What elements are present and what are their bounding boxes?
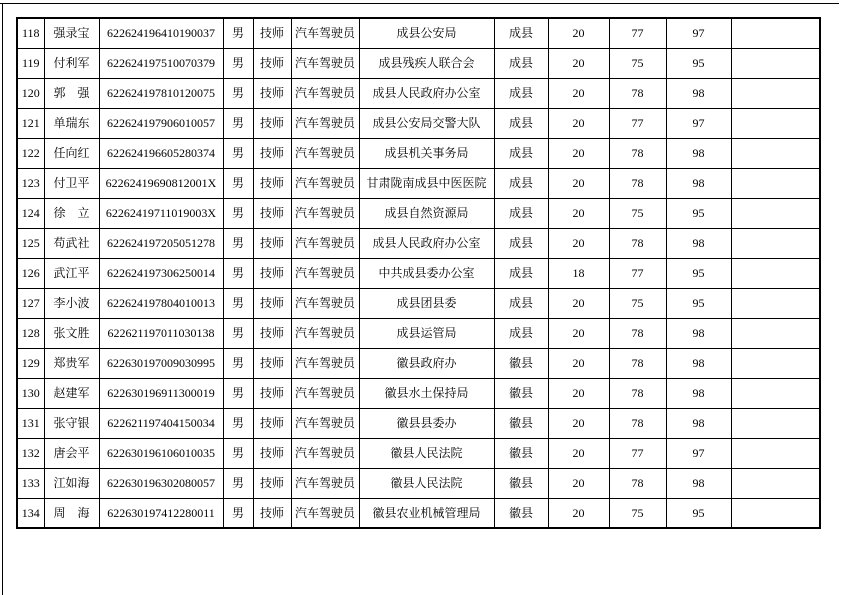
cell-s2: 75 (609, 198, 666, 228)
cell-s1: 20 (548, 468, 609, 498)
cell-cty: 成县 (494, 318, 548, 348)
cell-title: 技师 (253, 438, 291, 468)
table-row (17, 468, 820, 498)
cell-id: 622624197306250014 (99, 258, 223, 288)
cell-s2: 77 (609, 108, 666, 138)
table-body (17, 18, 820, 528)
cell-s2: 78 (609, 408, 666, 438)
cell-occ: 汽车驾驶员 (291, 498, 359, 528)
cell-occ: 汽车驾驶员 (291, 318, 359, 348)
cell-s3: 95 (666, 198, 731, 228)
cell-s3: 98 (666, 408, 731, 438)
cell-sex: 男 (223, 348, 253, 378)
cell-cty: 成县 (494, 258, 548, 288)
cell-s1: 20 (548, 48, 609, 78)
cell-num: 128 (17, 318, 44, 348)
cell-sex: 男 (223, 438, 253, 468)
cell-cty: 成县 (494, 18, 548, 48)
cell-s2: 75 (609, 288, 666, 318)
cell-s3: 97 (666, 438, 731, 468)
cell-s2: 78 (609, 318, 666, 348)
cell-s3: 98 (666, 168, 731, 198)
cell-name: 江如海 (44, 468, 99, 498)
cell-name: 强录宝 (44, 18, 99, 48)
cell-title: 技师 (253, 258, 291, 288)
cell-s2: 77 (609, 258, 666, 288)
cell-s3: 97 (666, 108, 731, 138)
cell-unit: 成县人民政府办公室 (359, 228, 494, 258)
cell-cty: 徽县 (494, 378, 548, 408)
cell-sex: 男 (223, 168, 253, 198)
cell-sex: 男 (223, 408, 253, 438)
cell-id: 622624197810120075 (99, 78, 223, 108)
cell-num: 120 (17, 78, 44, 108)
cell-s3: 98 (666, 348, 731, 378)
cell-title: 技师 (253, 168, 291, 198)
cell-rmk (731, 198, 820, 228)
cell-rmk (731, 408, 820, 438)
cell-name: 付利军 (44, 48, 99, 78)
cell-s2: 78 (609, 168, 666, 198)
cell-s2: 78 (609, 78, 666, 108)
cell-id: 622630196911300019 (99, 378, 223, 408)
cell-sex: 男 (223, 258, 253, 288)
cell-rmk (731, 378, 820, 408)
table-row (17, 438, 820, 468)
cell-num: 123 (17, 168, 44, 198)
cell-name: 付卫平 (44, 168, 99, 198)
cell-occ: 汽车驾驶员 (291, 378, 359, 408)
cell-cty: 徽县 (494, 408, 548, 438)
cell-s2: 78 (609, 378, 666, 408)
cell-s2: 78 (609, 228, 666, 258)
cell-sex: 男 (223, 468, 253, 498)
table-row (17, 288, 820, 318)
cell-unit: 成县人民政府办公室 (359, 78, 494, 108)
cell-id: 622624197510070379 (99, 48, 223, 78)
cell-unit: 甘肃陇南成县中医医院 (359, 168, 494, 198)
cell-title: 技师 (253, 348, 291, 378)
cell-s1: 20 (548, 18, 609, 48)
cell-cty: 成县 (494, 168, 548, 198)
cell-num: 134 (17, 498, 44, 528)
cell-id: 622624196410190037 (99, 18, 223, 48)
cell-occ: 汽车驾驶员 (291, 228, 359, 258)
cell-occ: 汽车驾驶员 (291, 48, 359, 78)
cell-id: 622630197412280011 (99, 498, 223, 528)
cell-name: 李小波 (44, 288, 99, 318)
cell-s1: 20 (548, 168, 609, 198)
cell-s3: 98 (666, 78, 731, 108)
cell-cty: 成县 (494, 228, 548, 258)
cell-name: 任向红 (44, 138, 99, 168)
cell-title: 技师 (253, 48, 291, 78)
cell-s1: 20 (548, 408, 609, 438)
cell-sex: 男 (223, 138, 253, 168)
cell-cty: 成县 (494, 198, 548, 228)
personnel-roster-table (16, 17, 821, 529)
cell-s1: 20 (548, 78, 609, 108)
table-row (17, 378, 820, 408)
cell-s1: 20 (548, 348, 609, 378)
cell-title: 技师 (253, 228, 291, 258)
cell-unit: 成县团县委 (359, 288, 494, 318)
cell-id: 622624197906010057 (99, 108, 223, 138)
cell-s3: 95 (666, 258, 731, 288)
cell-cty: 徽县 (494, 348, 548, 378)
cell-name: 单瑞东 (44, 108, 99, 138)
cell-name: 郑贵军 (44, 348, 99, 378)
page-border-left (2, 3, 3, 595)
cell-unit: 成县公安局交警大队 (359, 108, 494, 138)
cell-rmk (731, 228, 820, 258)
cell-num: 132 (17, 438, 44, 468)
cell-s1: 20 (548, 378, 609, 408)
cell-name: 苟武社 (44, 228, 99, 258)
cell-num: 122 (17, 138, 44, 168)
table-row (17, 48, 820, 78)
table-row (17, 108, 820, 138)
cell-cty: 成县 (494, 48, 548, 78)
cell-rmk (731, 108, 820, 138)
cell-id: 622624197804010013 (99, 288, 223, 318)
table-row (17, 228, 820, 258)
table-row (17, 258, 820, 288)
cell-unit: 徽县政府办 (359, 348, 494, 378)
cell-num: 126 (17, 258, 44, 288)
cell-occ: 汽车驾驶员 (291, 258, 359, 288)
cell-sex: 男 (223, 288, 253, 318)
cell-unit: 成县残疾人联合会 (359, 48, 494, 78)
cell-rmk (731, 438, 820, 468)
cell-unit: 徽县人民法院 (359, 438, 494, 468)
table-row (17, 348, 820, 378)
cell-s3: 95 (666, 498, 731, 528)
cell-unit: 成县机关事务局 (359, 138, 494, 168)
cell-s1: 20 (548, 198, 609, 228)
cell-s2: 77 (609, 438, 666, 468)
cell-name: 武江平 (44, 258, 99, 288)
table-row (17, 198, 820, 228)
cell-sex: 男 (223, 198, 253, 228)
cell-title: 技师 (253, 198, 291, 228)
cell-unit: 成县运管局 (359, 318, 494, 348)
cell-cty: 成县 (494, 78, 548, 108)
cell-num: 127 (17, 288, 44, 318)
cell-s1: 20 (548, 108, 609, 138)
cell-s2: 77 (609, 18, 666, 48)
cell-num: 133 (17, 468, 44, 498)
cell-sex: 男 (223, 228, 253, 258)
cell-name: 张守银 (44, 408, 99, 438)
cell-s1: 20 (548, 438, 609, 468)
cell-cty: 成县 (494, 288, 548, 318)
cell-rmk (731, 168, 820, 198)
table-row (17, 138, 820, 168)
cell-title: 技师 (253, 138, 291, 168)
cell-sex: 男 (223, 498, 253, 528)
cell-sex: 男 (223, 378, 253, 408)
cell-unit: 徽县农业机械管理局 (359, 498, 494, 528)
cell-s3: 97 (666, 18, 731, 48)
cell-num: 131 (17, 408, 44, 438)
cell-name: 唐会平 (44, 438, 99, 468)
cell-title: 技师 (253, 408, 291, 438)
cell-name: 赵建军 (44, 378, 99, 408)
cell-name: 周 海 (44, 498, 99, 528)
cell-id: 622630197009030995 (99, 348, 223, 378)
cell-occ: 汽车驾驶员 (291, 78, 359, 108)
cell-s1: 20 (548, 138, 609, 168)
cell-occ: 汽车驾驶员 (291, 408, 359, 438)
cell-unit: 徽县人民法院 (359, 468, 494, 498)
cell-s2: 75 (609, 498, 666, 528)
cell-occ: 汽车驾驶员 (291, 168, 359, 198)
cell-title: 技师 (253, 18, 291, 48)
cell-s3: 98 (666, 138, 731, 168)
cell-sex: 男 (223, 18, 253, 48)
cell-num: 119 (17, 48, 44, 78)
cell-title: 技师 (253, 378, 291, 408)
cell-id: 62262419690812001X (99, 168, 223, 198)
cell-s3: 98 (666, 228, 731, 258)
cell-title: 技师 (253, 318, 291, 348)
cell-s1: 20 (548, 288, 609, 318)
cell-rmk (731, 498, 820, 528)
cell-name: 徐 立 (44, 198, 99, 228)
cell-id: 62262419711019003X (99, 198, 223, 228)
cell-rmk (731, 348, 820, 378)
cell-s2: 78 (609, 468, 666, 498)
cell-s3: 95 (666, 48, 731, 78)
cell-num: 118 (17, 18, 44, 48)
cell-occ: 汽车驾驶员 (291, 108, 359, 138)
cell-title: 技师 (253, 78, 291, 108)
cell-occ: 汽车驾驶员 (291, 438, 359, 468)
cell-sex: 男 (223, 48, 253, 78)
cell-rmk (731, 138, 820, 168)
cell-s3: 98 (666, 468, 731, 498)
cell-num: 129 (17, 348, 44, 378)
cell-id: 622624196605280374 (99, 138, 223, 168)
cell-occ: 汽车驾驶员 (291, 468, 359, 498)
cell-unit: 徽县水土保持局 (359, 378, 494, 408)
cell-sex: 男 (223, 318, 253, 348)
cell-unit: 中共成县委办公室 (359, 258, 494, 288)
cell-cty: 徽县 (494, 468, 548, 498)
cell-cty: 成县 (494, 108, 548, 138)
table-row (17, 78, 820, 108)
cell-occ: 汽车驾驶员 (291, 348, 359, 378)
cell-name: 郭 强 (44, 78, 99, 108)
cell-title: 技师 (253, 108, 291, 138)
cell-title: 技师 (253, 468, 291, 498)
cell-cty: 徽县 (494, 498, 548, 528)
cell-id: 622630196106010035 (99, 438, 223, 468)
cell-s1: 18 (548, 258, 609, 288)
cell-occ: 汽车驾驶员 (291, 18, 359, 48)
table-row (17, 318, 820, 348)
cell-unit: 成县公安局 (359, 18, 494, 48)
cell-title: 技师 (253, 498, 291, 528)
cell-id: 622621197011030138 (99, 318, 223, 348)
cell-num: 125 (17, 228, 44, 258)
cell-s3: 98 (666, 318, 731, 348)
cell-id: 622630196302080057 (99, 468, 223, 498)
cell-rmk (731, 258, 820, 288)
table-row (17, 168, 820, 198)
cell-s2: 78 (609, 348, 666, 378)
page-border-top (0, 3, 839, 4)
cell-occ: 汽车驾驶员 (291, 138, 359, 168)
cell-s3: 95 (666, 288, 731, 318)
cell-num: 124 (17, 198, 44, 228)
cell-rmk (731, 318, 820, 348)
cell-id: 622621197404150034 (99, 408, 223, 438)
cell-s1: 20 (548, 318, 609, 348)
cell-s2: 75 (609, 48, 666, 78)
cell-unit: 成县自然资源局 (359, 198, 494, 228)
cell-rmk (731, 468, 820, 498)
cell-sex: 男 (223, 108, 253, 138)
cell-rmk (731, 288, 820, 318)
cell-s2: 78 (609, 138, 666, 168)
cell-title: 技师 (253, 288, 291, 318)
cell-cty: 徽县 (494, 438, 548, 468)
cell-s1: 20 (548, 228, 609, 258)
cell-unit: 徽县县委办 (359, 408, 494, 438)
cell-s1: 20 (548, 498, 609, 528)
cell-occ: 汽车驾驶员 (291, 288, 359, 318)
cell-name: 张文胜 (44, 318, 99, 348)
cell-s3: 98 (666, 378, 731, 408)
cell-rmk (731, 48, 820, 78)
cell-num: 121 (17, 108, 44, 138)
table-row (17, 408, 820, 438)
table-row (17, 498, 820, 528)
cell-sex: 男 (223, 78, 253, 108)
cell-rmk (731, 78, 820, 108)
cell-occ: 汽车驾驶员 (291, 198, 359, 228)
cell-cty: 成县 (494, 138, 548, 168)
table-row (17, 18, 820, 48)
cell-id: 622624197205051278 (99, 228, 223, 258)
cell-rmk (731, 18, 820, 48)
cell-num: 130 (17, 378, 44, 408)
